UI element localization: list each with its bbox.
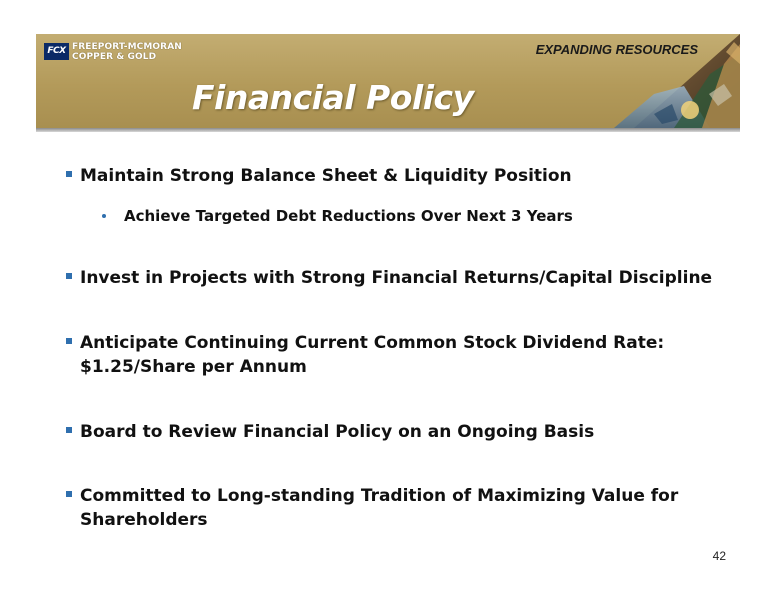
bullet-text: Maintain Strong Balance Sheet & Liquidity Position — [80, 166, 572, 186]
list-item — [66, 331, 726, 379]
logo-mark-icon: FCX — [44, 43, 69, 60]
list-item — [66, 266, 726, 290]
square-bullet-icon — [66, 427, 72, 433]
sub-bullet-text: Achieve Targeted Debt Reductions Over Next 3 Years — [124, 207, 573, 225]
logo-wordmark — [72, 43, 182, 62]
company-logo — [44, 43, 182, 62]
sub-list-item — [102, 205, 722, 227]
list-item — [66, 484, 726, 532]
list-item — [66, 164, 726, 188]
mining-photo-collage-icon — [614, 34, 740, 128]
square-bullet-icon — [66, 338, 72, 344]
slide-title: Financial Policy — [192, 78, 474, 117]
logo-line-1: FREEPORT-MCMORAN — [72, 42, 182, 52]
bullet-text: Anticipate Continuing Current Common Stock Dividend Rate: $1.25/Share per Annum — [80, 333, 665, 377]
tagline: EXPANDING RESOURCES — [535, 42, 698, 57]
dot-bullet-icon — [102, 214, 106, 218]
square-bullet-icon — [66, 171, 72, 177]
list-item — [66, 420, 726, 444]
bullet-text: Board to Review Financial Policy on an Ongoing Basis — [80, 422, 595, 442]
logo-line-2: COPPER & GOLD — [72, 51, 157, 62]
header-banner — [36, 34, 740, 128]
bullet-text: Committed to Long-standing Tradition of Maximizing Value for Shareholders — [80, 486, 679, 530]
square-bullet-icon — [66, 491, 72, 497]
bullet-text: Invest in Projects with Strong Financial Returns/Capital Discipline — [80, 268, 713, 288]
page-number: 42 — [712, 549, 726, 563]
square-bullet-icon — [66, 273, 72, 279]
banner-shadow — [36, 128, 740, 132]
